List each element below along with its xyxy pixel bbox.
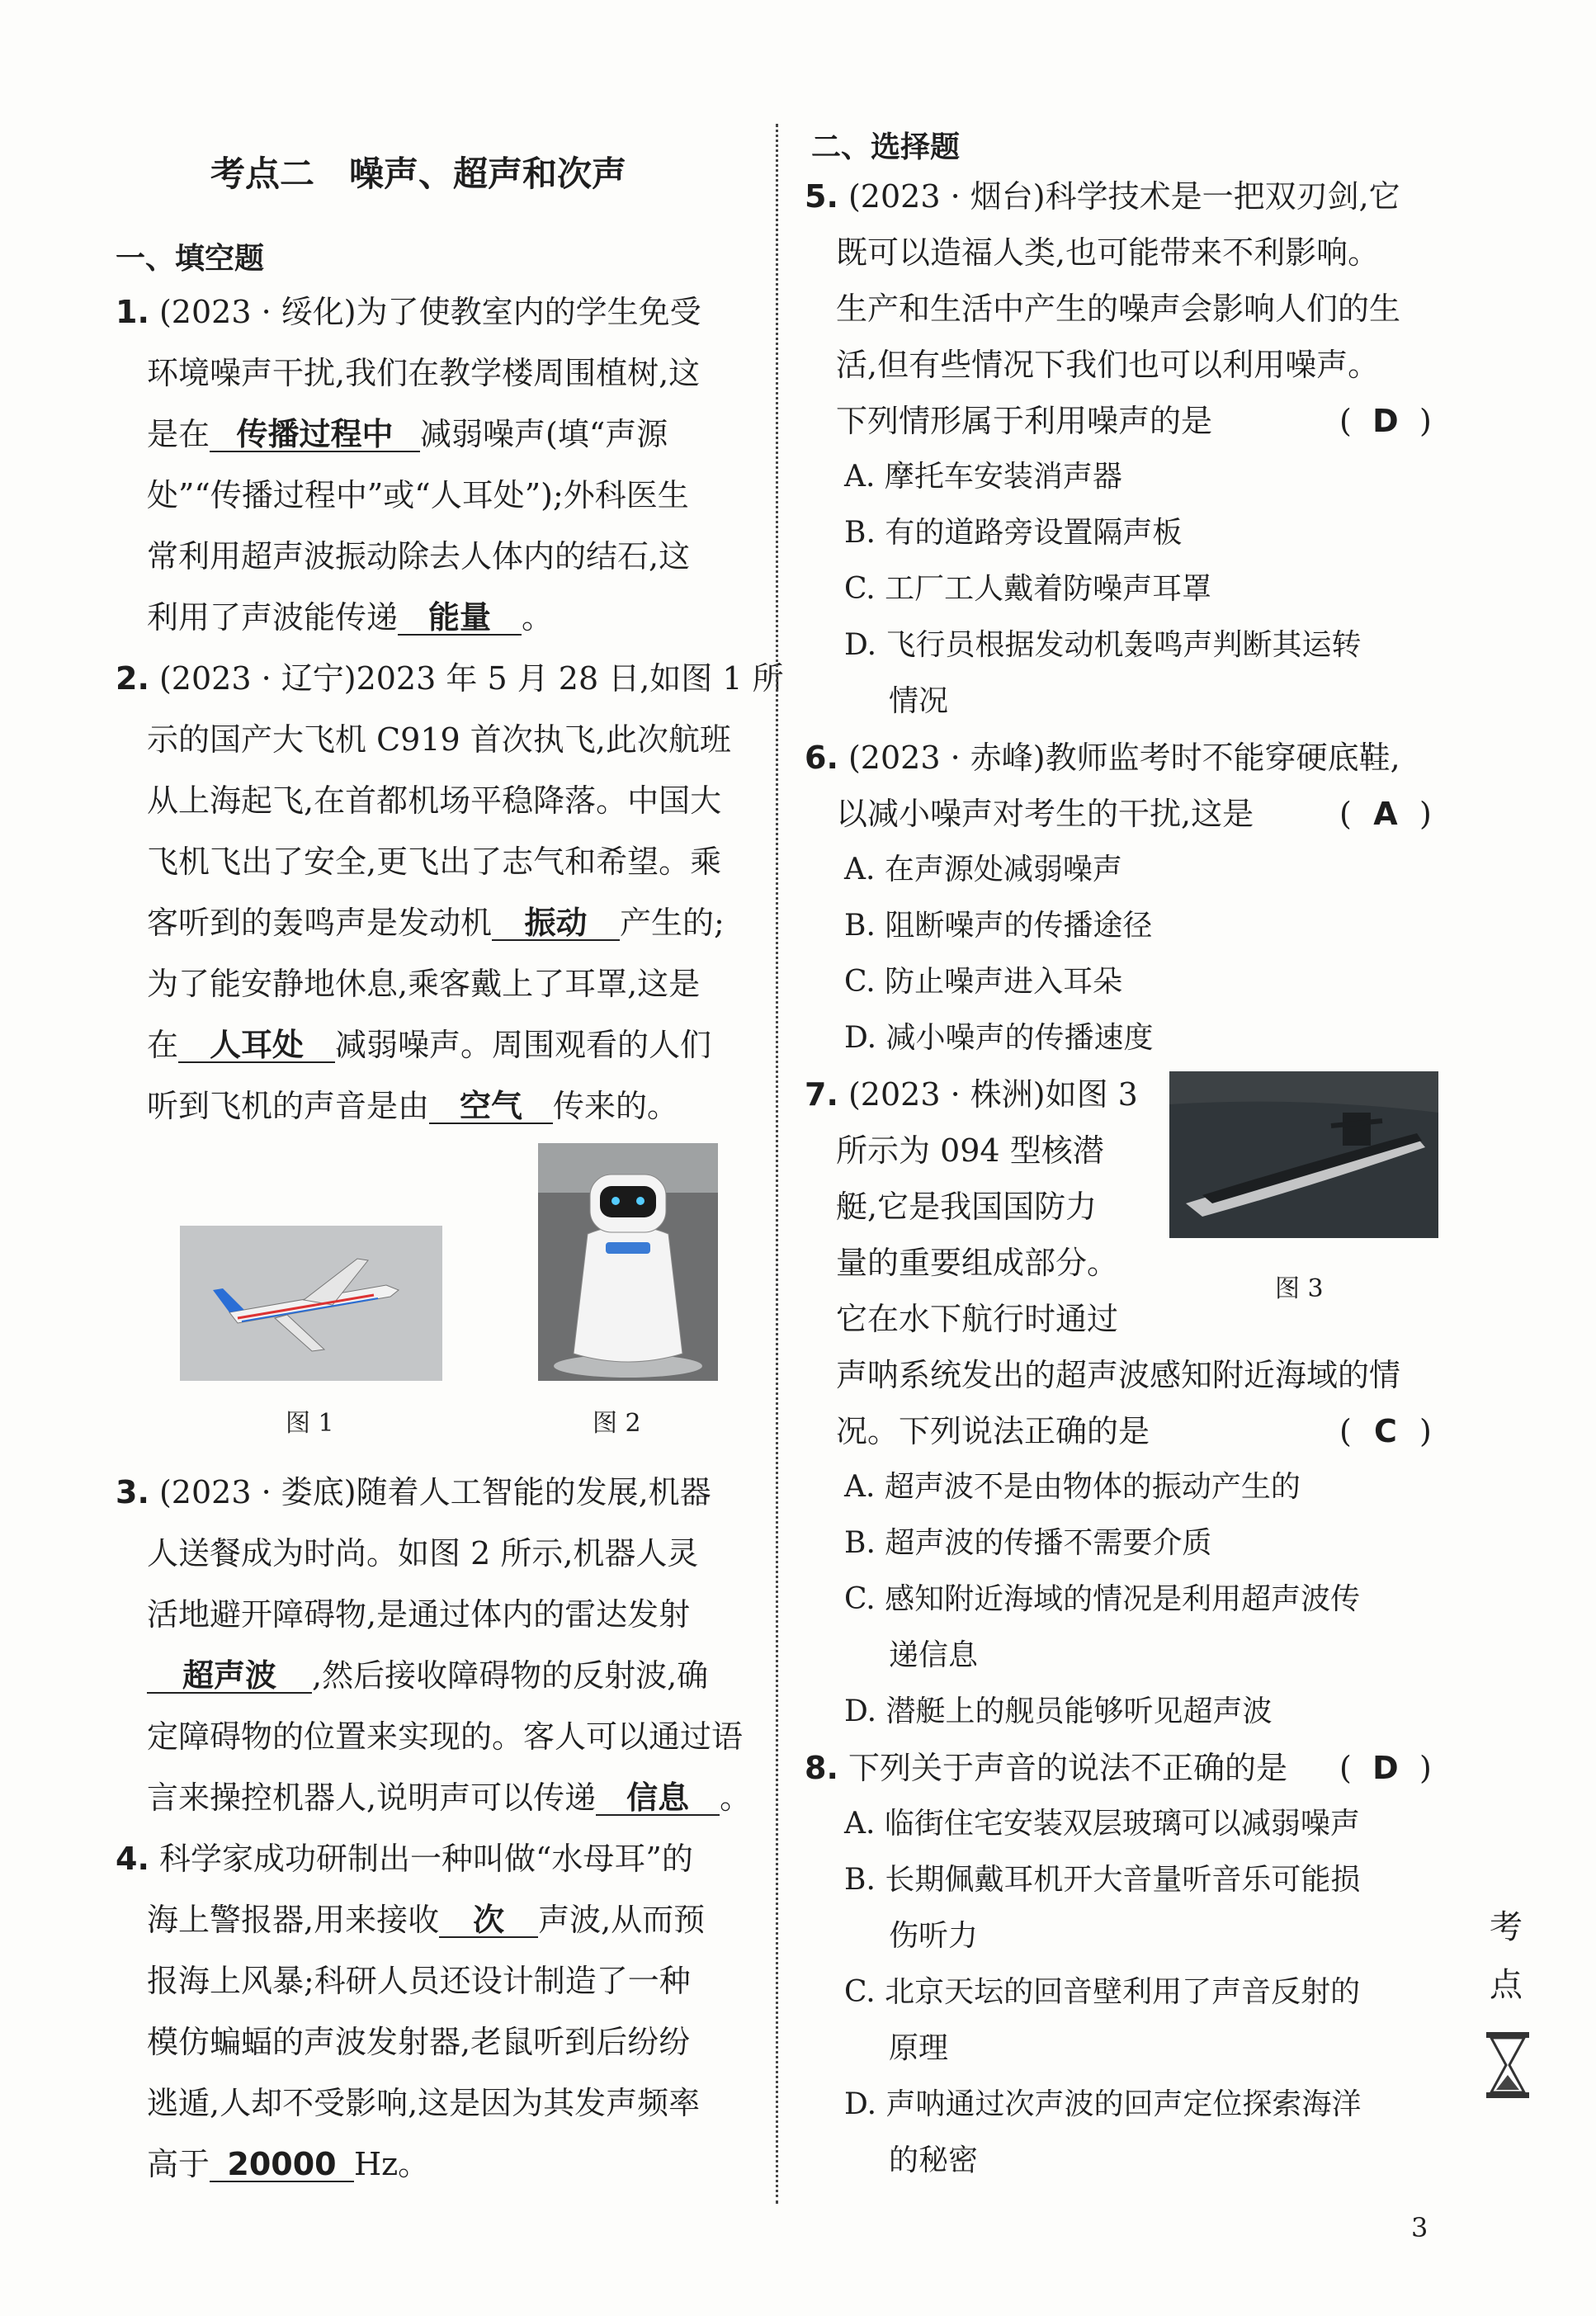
q4-line: 4. 科学家成功研制出一种叫做“水母耳”的: [116, 1841, 693, 1877]
q8-option-a[interactable]: A. 临街住宅安装双层玻璃可以减弱噪声: [844, 1807, 1360, 1841]
q6-option-a[interactable]: A. 在声源处减弱噪声: [844, 853, 1122, 886]
q4-line: 报海上风暴;科研人员还设计制造了一种: [147, 1963, 691, 1999]
q4-line: 模仿蝙蝠的声波发射器,老鼠听到后纷纷: [147, 2024, 691, 2060]
q3-line: 3. (2023 · 娄底)随着人工智能的发展,机器: [116, 1474, 711, 1510]
q7-line: 量的重要组成部分。: [836, 1245, 1119, 1281]
q6-number: 6.: [805, 740, 838, 776]
q5-number: 5.: [805, 178, 838, 215]
q6-option-c[interactable]: C. 防止噪声进入耳朵: [844, 965, 1123, 999]
q4-answer-blank[interactable]: 次: [439, 1903, 538, 1938]
q3-line: 人送餐成为时尚。如图 2 所示,机器人灵: [147, 1535, 699, 1572]
q2-line: 在 人耳处 减弱噪声。周围观看的人们: [147, 1027, 712, 1063]
q3-answer-blank[interactable]: 信息: [596, 1781, 720, 1816]
q5-line: 活,但有些情况下我们也可以利用噪声。: [836, 347, 1380, 383]
q7-line: 7. (2023 · 株洲)如图 3: [805, 1076, 1138, 1113]
section-title: 考点二 噪声、超声和次声: [210, 154, 627, 194]
q8-option-b-cont: 伤听力: [889, 1919, 979, 1953]
q7-option-b[interactable]: B. 超声波的传播不需要介质: [844, 1526, 1212, 1560]
q1-line: 处”“传播过程中”或“人耳处”);外科医生: [147, 477, 689, 513]
q8-answer[interactable]: ( D ): [1339, 1750, 1432, 1786]
q1-line: 利用了声波能传递 能量 。: [147, 599, 554, 636]
q7-option-a[interactable]: A. 超声波不是由物体的振动产生的: [844, 1470, 1301, 1504]
q3-line: 超声波 ,然后接收障碍物的反射波,确: [147, 1659, 708, 1694]
q4-number: 4.: [116, 1841, 149, 1877]
q6-answer[interactable]: ( A ): [1339, 796, 1432, 832]
robot-photo: [538, 1143, 718, 1381]
q4-answer-blank[interactable]: 20000: [210, 2148, 354, 2182]
q2-line: 为了能安静地休息,乘客戴上了耳罩,这是: [147, 966, 701, 1002]
q2-line: 听到飞机的声音是由 空气 传来的。: [147, 1088, 679, 1124]
q6-line: 6. (2023 · 赤峰)教师监考时不能穿硬底鞋,: [805, 740, 1400, 776]
figure-2-caption: 图 2: [593, 1409, 641, 1438]
q5-option-b[interactable]: B. 有的道路旁设置隔声板: [844, 516, 1183, 550]
figure-3-submarine: [1169, 1071, 1438, 1238]
q7-option-c[interactable]: C. 感知附近海域的情况是利用超声波传: [844, 1582, 1361, 1616]
q1-line: 1. (2023 · 绥化)为了使教室内的学生免受: [116, 294, 701, 330]
q8-option-c-cont: 原理: [889, 2031, 949, 2065]
q2-answer-blank[interactable]: 人耳处: [178, 1028, 335, 1063]
figure-2-robot: [538, 1143, 718, 1381]
q1-line: 常利用超声波振动除去人体内的结石,这: [147, 538, 691, 574]
q5-line: 5. (2023 · 烟台)科学技术是一把双刃剑,它: [805, 178, 1400, 215]
q1-answer-blank[interactable]: 传播过程中: [210, 418, 420, 452]
q5-option-a[interactable]: A. 摩托车安装消声器: [844, 460, 1122, 494]
q8-option-d-cont: 的秘密: [889, 2143, 979, 2177]
submarine-photo: [1169, 1071, 1438, 1238]
q3-line: 定障碍物的位置来实现的。客人可以通过语: [147, 1718, 744, 1755]
q3-line: 活地避开障碍物,是通过体内的雷达发射: [147, 1596, 691, 1633]
page-number: 3: [1411, 2212, 1428, 2243]
q6-option-d[interactable]: D. 减小噪声的传播速度: [844, 1021, 1154, 1055]
q7-line: 所示为 094 型核潜: [836, 1132, 1104, 1169]
q2-answer-blank[interactable]: 空气: [429, 1089, 553, 1124]
q1-number: 1.: [116, 294, 149, 330]
fill-heading: 一、填空题: [116, 242, 265, 276]
q4-line: 高于 20000 Hz。: [147, 2146, 430, 2182]
q4-line: 海上警报器,用来接收 次 声波,从而预: [147, 1902, 706, 1938]
q7-answer[interactable]: ( C ): [1339, 1413, 1432, 1449]
hourglass-icon: [1483, 2030, 1532, 2103]
q5-option-c[interactable]: C. 工厂工人戴着防噪声耳罩: [844, 572, 1212, 606]
q5-line: 生产和生活中产生的噪声会影响人们的生: [836, 291, 1401, 327]
q7-option-d[interactable]: D. 潜艇上的舰员能够听见超声波: [844, 1694, 1273, 1728]
column-divider: [776, 124, 778, 2204]
q1-answer-blank[interactable]: 能量: [398, 601, 522, 636]
figure-1-airplane: [180, 1226, 442, 1381]
q5-line: 下列情形属于利用噪声的是: [836, 403, 1213, 439]
q2-line: 客听到的轰鸣声是发动机 振动 产生的;: [147, 905, 725, 941]
airplane-photo: [180, 1226, 442, 1381]
q5-line: 既可以造福人类,也可能带来不利影响。: [836, 234, 1380, 271]
q7-line: 艇,它是我国国防力: [836, 1189, 1098, 1225]
q8-option-b[interactable]: B. 长期佩戴耳机开大音量听音乐可能损: [844, 1863, 1361, 1897]
q6-line: 以减小噪声对考生的干扰,这是: [836, 796, 1254, 832]
q5-option-d[interactable]: D. 飞行员根据发动机轰鸣声判断其运转: [844, 628, 1362, 662]
q7-option-c-cont: 递信息: [889, 1638, 979, 1672]
q7-line: 况。下列说法正确的是: [836, 1413, 1150, 1449]
q7-number: 7.: [805, 1076, 838, 1113]
q7-line: 声呐系统发出的超声波感知附近海域的情: [836, 1357, 1401, 1393]
figure-3-caption: 图 3: [1275, 1274, 1324, 1303]
q2-answer-blank[interactable]: 振动: [492, 906, 620, 941]
q2-number: 2.: [116, 660, 149, 697]
side-tab-char: 考: [1490, 1908, 1523, 1946]
q2-line: 2. (2023 · 辽宁)2023 年 5 月 28 日,如图 1 所: [116, 660, 784, 697]
q2-line: 飞机飞出了安全,更飞出了志气和希望。乘: [147, 844, 722, 880]
q5-answer[interactable]: ( D ): [1339, 403, 1432, 439]
choice-heading: 二、选择题: [811, 130, 961, 164]
q4-line: 逃遁,人却不受影响,这是因为其发声频率: [147, 2085, 701, 2121]
q2-line: 从上海起飞,在首都机场平稳降落。中国大: [147, 782, 722, 819]
q3-number: 3.: [116, 1474, 149, 1510]
q1-line: 环境噪声干扰,我们在教学楼周围植树,这: [147, 355, 701, 391]
q1-line: 是在 传播过程中 减弱噪声(填“声源: [147, 416, 668, 452]
q2-line: 示的国产大飞机 C919 首次执飞,此次航班: [147, 721, 731, 758]
q7-line: 它在水下航行时通过: [836, 1301, 1119, 1337]
q8-number: 8.: [805, 1750, 838, 1786]
q8-line: 8. 下列关于声音的说法不正确的是: [805, 1750, 1287, 1786]
q6-option-b[interactable]: B. 阻断噪声的传播途径: [844, 909, 1153, 943]
q5-option-d-cont: 情况: [889, 684, 949, 718]
q8-option-d[interactable]: D. 声呐通过次声波的回声定位探索海洋: [844, 2087, 1362, 2121]
q3-line: 言来操控机器人,说明声可以传递 信息 。: [147, 1780, 752, 1816]
q8-option-c[interactable]: C. 北京天坛的回音壁利用了声音反射的: [844, 1975, 1361, 2009]
q3-answer-blank[interactable]: 超声波: [147, 1659, 312, 1694]
side-tab-char: 点: [1490, 1966, 1523, 2004]
figure-1-caption: 图 1: [286, 1409, 334, 1438]
